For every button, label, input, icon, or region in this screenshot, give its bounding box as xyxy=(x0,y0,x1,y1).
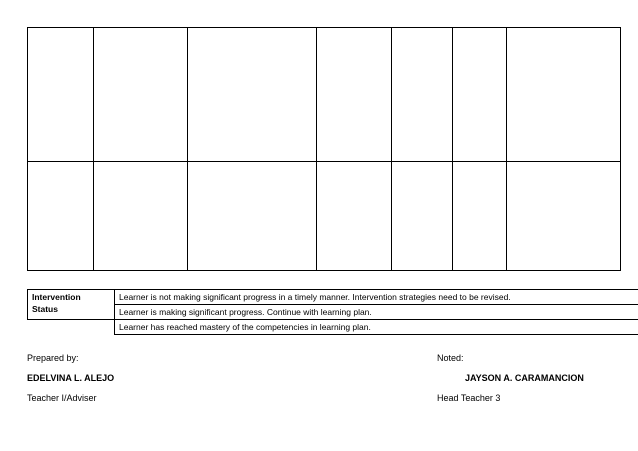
grid-cell xyxy=(507,28,621,162)
grid-row xyxy=(28,162,621,271)
status-row xyxy=(28,320,638,335)
grid-cell xyxy=(28,162,94,271)
grid-cell xyxy=(453,162,507,271)
label-line-1: Intervention xyxy=(32,292,81,302)
grid-row xyxy=(28,28,621,162)
intervention-status-label xyxy=(28,290,115,320)
status-row xyxy=(28,290,638,305)
prepared-by-title: Teacher I/Adviser xyxy=(27,393,97,403)
grid-cell xyxy=(392,28,453,162)
prepared-by-name: EDELVINA L. ALEJO xyxy=(27,373,115,383)
status-option-mastery: Learner has reached mastery of the competencies in learning plan. xyxy=(115,320,638,335)
label-line-2: Status xyxy=(32,304,58,314)
status-option-continue: Learner is making significant progress. Continue with learning plan. xyxy=(115,305,638,320)
grid-cell xyxy=(28,28,94,162)
prepared-by-label: Prepared by: xyxy=(27,353,79,363)
status-option-revise: Learner is not making significant progress in a timely manner. Intervention strategies need to be revised. xyxy=(115,290,638,305)
noted-label: Noted: xyxy=(437,353,464,363)
noted-by-name: JAYSON A. CARAMANCION xyxy=(465,373,584,383)
grid-cell xyxy=(453,28,507,162)
status-row xyxy=(28,305,638,320)
grid-cell xyxy=(94,162,188,271)
grid-cell xyxy=(94,28,188,162)
grid-cell xyxy=(507,162,621,271)
empty-grid-table xyxy=(27,27,621,271)
grid-cell xyxy=(392,162,453,271)
grid-cell xyxy=(188,162,317,271)
grid-cell xyxy=(317,28,392,162)
noted-by-title: Head Teacher 3 xyxy=(437,393,501,403)
intervention-status-table xyxy=(27,289,638,335)
label-spacer xyxy=(28,320,115,335)
grid-cell xyxy=(188,28,317,162)
grid-cell xyxy=(317,162,392,271)
